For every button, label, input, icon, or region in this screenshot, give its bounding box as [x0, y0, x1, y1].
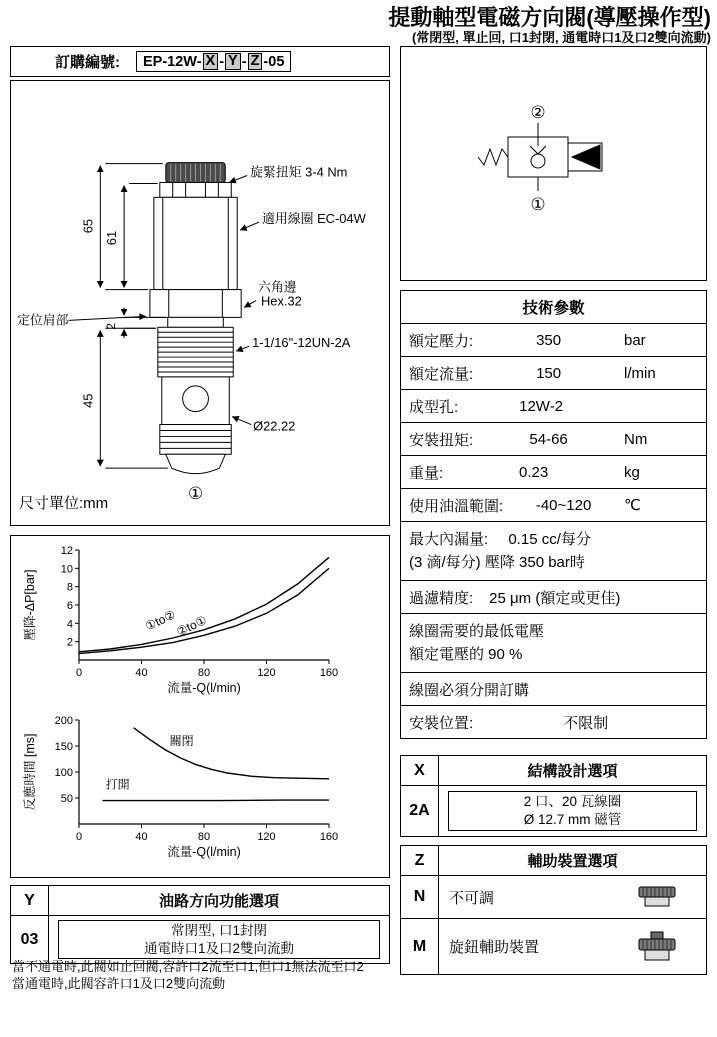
- ridge-section: [160, 425, 231, 455]
- x-tick-label: 40: [135, 667, 148, 679]
- tech-row-filtration: [401, 580, 706, 613]
- y-tick-label: 50: [60, 793, 73, 805]
- x-option-row-code: 2A: [401, 786, 439, 836]
- tech-row-weight: [401, 455, 706, 488]
- param-label: 成型孔:: [409, 398, 459, 416]
- cross-port-hole: [183, 386, 209, 412]
- y-option-title: 油路方向功能選項: [158, 893, 279, 910]
- tech-row-leakage: [401, 521, 706, 580]
- tech-params-title: 技術參數: [522, 300, 585, 317]
- param-label: 安裝位置:: [409, 714, 474, 732]
- z-option-panel: [400, 845, 707, 975]
- drawing-port-1-label: ①: [187, 483, 204, 503]
- tech-params-panel: [400, 290, 707, 739]
- tech-row-flow: [401, 356, 706, 389]
- valve-technical-drawing: [11, 81, 388, 524]
- y-tick-label: 8: [66, 581, 73, 594]
- y-option-line-2: 通電時口1及口2雙向流動: [143, 940, 295, 956]
- series-label: ①to②: [143, 607, 178, 634]
- param-value: -40~120: [535, 496, 592, 514]
- z-option-row-code: N: [401, 876, 439, 918]
- x-tick-label: 80: [197, 667, 211, 679]
- charts-panel: [10, 535, 390, 878]
- order-dash: -: [241, 53, 247, 70]
- hydraulic-symbol-diagram: [401, 47, 705, 279]
- x-option-row-description: [448, 791, 697, 830]
- spring-symbol: [478, 149, 508, 165]
- y-option-notes: [12, 958, 572, 992]
- series-line-1: [102, 800, 329, 801]
- order-dash: -: [219, 53, 225, 70]
- x-option-title: 結構設計選項: [527, 763, 618, 780]
- param-label: 使用油溫範圍:: [409, 497, 504, 515]
- y-option-note-2: 當通電時,此閥容許口1及口2雙向流動: [12, 976, 226, 991]
- series-line-0: [134, 728, 329, 779]
- y-option-panel: [10, 885, 390, 964]
- x-tick-label: 120: [257, 667, 276, 679]
- hex-note: 六角邊: [258, 279, 297, 295]
- param-value: 350: [536, 331, 562, 349]
- series-label: ②to①: [174, 612, 209, 639]
- x-option-header: [401, 756, 706, 786]
- dimension-drawing-panel: [10, 80, 390, 526]
- y-option-header: [11, 886, 389, 916]
- fixed-cap-icon: [634, 885, 680, 909]
- y-option-row-code: 03: [11, 916, 49, 963]
- order-option-x: X: [203, 53, 219, 70]
- order-number-box: [10, 46, 390, 77]
- tech-row-oil-temp: [401, 488, 706, 521]
- y-tick-label: 10: [60, 563, 73, 576]
- y-option-row-03: [11, 916, 389, 963]
- order-option-z: Z: [248, 53, 263, 70]
- pressure-drop-chart: [21, 542, 377, 702]
- symbol-port-1-label: ①: [530, 195, 546, 214]
- tech-row-pressure: [401, 323, 706, 356]
- z-option-row-label: 旋鈕輔助裝置: [449, 939, 540, 956]
- param-unit: l/min: [624, 364, 656, 382]
- tech-row-coil-order: [401, 672, 706, 705]
- param-label: 額定流量:: [409, 365, 474, 383]
- param-note: 線圈需要的最低電壓: [409, 623, 545, 640]
- shoulder-note: 定位肩部: [16, 312, 69, 328]
- x-option-line-1: 2 口、20 瓦線圈: [523, 794, 622, 810]
- y-tick-label: 2: [66, 636, 73, 649]
- y-tick-label: 12: [60, 545, 73, 557]
- nose-tip: [166, 454, 226, 473]
- poppet-seat: [530, 146, 546, 154]
- param-value: 54-66: [529, 430, 568, 448]
- x-tick-label: 80: [197, 831, 211, 843]
- param-label: 安裝扭矩:: [409, 431, 474, 449]
- dim-45-label: 45: [80, 393, 96, 408]
- dim-2-label: 2: [104, 322, 119, 330]
- param-unit: bar: [624, 331, 646, 349]
- nut-flange: [160, 182, 231, 197]
- param-note: (3 滴/每分) 壓降 350 bar時: [409, 554, 585, 571]
- y-axis-label: 反應時間 [ms]: [23, 733, 37, 811]
- hex-size-note: Hex.32: [261, 293, 302, 309]
- series-line-1: [79, 568, 329, 653]
- series-label: 關閉: [169, 733, 194, 748]
- y-option-row-description: [58, 920, 380, 959]
- chart-axes: [79, 720, 329, 824]
- param-value: 150: [536, 364, 562, 382]
- x-axis-label: 流量-Q(l/min): [167, 681, 241, 695]
- param-note: 額定電壓的 90 %: [409, 646, 523, 663]
- poppet-ball: [531, 154, 545, 168]
- order-option-y: Y: [225, 53, 241, 70]
- x-option-row-2a: [401, 786, 706, 836]
- param-value: 不限制: [563, 714, 609, 732]
- dim-61-label: 61: [104, 230, 120, 246]
- hex-section: [150, 290, 241, 318]
- thread-note: 1-1/16"-12UN-2A: [252, 335, 351, 351]
- y-tick-label: 200: [54, 715, 73, 727]
- y-tick-label: 100: [54, 767, 73, 779]
- x-tick-label: 120: [257, 831, 276, 843]
- neck: [168, 317, 224, 327]
- param-value: 25 μm (額定或更佳): [489, 589, 621, 607]
- x-option-code: X: [401, 756, 439, 785]
- page-title: 提動軸型電磁方向閥(導壓操作型): [388, 5, 711, 30]
- x-axis-label: 流量-Q(l/min): [167, 845, 241, 859]
- param-unit: Nm: [624, 430, 648, 448]
- z-option-header: [401, 846, 706, 876]
- torque-note: 旋緊扭矩 3-4 Nm: [250, 164, 348, 180]
- order-code-prefix: EP-12W-: [143, 53, 202, 70]
- response-time-chart: [21, 712, 377, 868]
- tech-row-torque: [401, 422, 706, 455]
- x-tick-label: 40: [135, 831, 148, 843]
- chart-axes: [79, 550, 329, 660]
- z-option-title: 輔助裝置選項: [527, 853, 618, 870]
- param-note: 線圈必須分開訂購: [409, 681, 530, 699]
- hydraulic-symbol-panel: [400, 46, 707, 281]
- x-tick-label: 0: [75, 667, 83, 679]
- order-code: [136, 51, 291, 72]
- series-label: 打開: [105, 777, 130, 792]
- param-label: 重量:: [409, 464, 444, 482]
- order-code-suffix: -05: [263, 53, 285, 70]
- knob-icon: [634, 931, 680, 963]
- solenoid-wedge: [572, 145, 600, 169]
- x-option-panel: [400, 755, 707, 837]
- param-unit: ℃: [624, 497, 641, 514]
- order-number-label: 訂購編號:: [55, 54, 120, 71]
- y-axis-label: 壓降-ΔP[bar]: [23, 569, 37, 641]
- x-tick-label: 160: [319, 667, 339, 679]
- y-tick-label: 4: [66, 618, 73, 631]
- tech-row-cavity: [401, 389, 706, 422]
- param-label: 過濾精度:: [409, 589, 474, 607]
- tech-row-mounting: [401, 705, 706, 738]
- coil-body: [154, 197, 237, 289]
- x-tick-label: 160: [319, 831, 339, 843]
- y-option-line-1: 常閉型, 口1封閉: [170, 923, 267, 938]
- coil-note: 適用線圈 EC-04W: [262, 211, 366, 227]
- z-option-row-label: 不可調: [449, 889, 495, 907]
- param-label: 最大內漏量:: [409, 531, 489, 548]
- x-option-line-2: Ø 12.7 mm 磁管: [523, 812, 622, 827]
- y-tick-label: 6: [66, 600, 73, 612]
- symbol-port-2-label: ②: [530, 103, 546, 122]
- param-unit: kg: [624, 463, 640, 481]
- dim-65-label: 65: [80, 218, 96, 234]
- param-value: 0.23: [518, 463, 549, 481]
- x-tick-label: 0: [75, 831, 83, 843]
- y-option-note-1: 當不通電時,此閥如止回閥,容許口2流至口1,但口1無法流至口2: [12, 959, 364, 974]
- series-line-0: [79, 557, 329, 652]
- diameter-label: Ø22.22: [253, 418, 296, 434]
- param-value: 12W-2: [519, 397, 564, 415]
- z-option-code: Z: [401, 846, 439, 875]
- z-option-row-n: [401, 876, 706, 918]
- param-label: 額定壓力:: [409, 332, 474, 350]
- param-value: 0.15 cc/每分: [508, 531, 591, 548]
- y-tick-label: 150: [54, 741, 73, 753]
- dimension-unit-note: 尺寸單位:mm: [19, 495, 109, 512]
- page-subtitle: (常閉型, 單止回, 口1封閉, 通電時口1及口2雙向流動): [411, 30, 711, 45]
- y-option-code: Y: [11, 886, 49, 915]
- z-option-row-code: M: [401, 919, 439, 974]
- tech-row-voltage: [401, 613, 706, 672]
